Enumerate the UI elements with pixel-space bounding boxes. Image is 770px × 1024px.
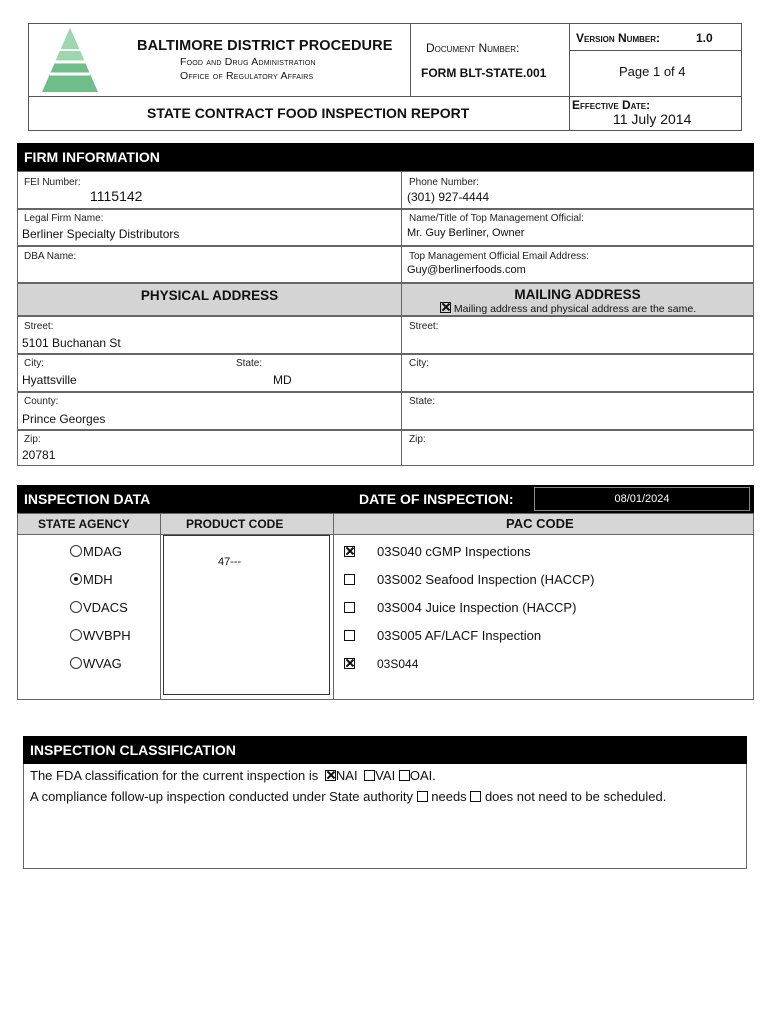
- needs-label: needs: [431, 789, 467, 804]
- agency-label: VDACS: [83, 600, 128, 615]
- office-name: Office of Regulatory Affairs: [180, 70, 314, 82]
- mailing-state-label: State:: [409, 396, 436, 407]
- mailing-zip-cell[interactable]: [401, 430, 754, 466]
- physical-state[interactable]: MD: [273, 373, 292, 387]
- pac-code-list: [344, 538, 595, 678]
- state-agency-header: STATE AGENCY: [38, 517, 130, 531]
- inspection-date-field[interactable]: 08/01/2024: [534, 487, 750, 511]
- official-name[interactable]: Mr. Guy Berliner, Owner: [407, 227, 525, 239]
- pac-option-03s004[interactable]: [344, 594, 595, 622]
- checkbox-icon[interactable]: [344, 630, 355, 641]
- agency-option-wvag[interactable]: [70, 650, 131, 678]
- agency-option-wvbph[interactable]: [70, 622, 131, 650]
- official-email[interactable]: Guy@berlinerfoods.com: [407, 264, 526, 276]
- mailing-city-label: City:: [409, 358, 429, 369]
- pac-option-03s044[interactable]: [344, 650, 595, 678]
- agency-label: MDAG: [83, 544, 122, 559]
- fda-logo-icon: [40, 26, 100, 96]
- fei-label: FEI Number:: [24, 177, 81, 188]
- state-agency-list: [70, 538, 131, 678]
- physical-address-header: PHYSICAL ADDRESS: [17, 283, 402, 316]
- phone-number[interactable]: (301) 927-4444: [407, 190, 490, 204]
- pac-label: 03S005 AF/LACF Inspection: [377, 628, 542, 643]
- physical-county[interactable]: Prince Georges: [22, 412, 106, 426]
- radio-icon[interactable]: [70, 601, 82, 613]
- pac-label: 03S040 cGMP Inspections: [377, 544, 531, 559]
- col-divider-1: [160, 513, 161, 700]
- col-divider-2: [333, 513, 334, 700]
- inspection-data-title: INSPECTION DATA: [24, 491, 151, 507]
- checkbox-checked-icon[interactable]: [344, 546, 355, 557]
- agency-label: WVAG: [83, 656, 122, 671]
- procedure-title: BALTIMORE DISTRICT PROCEDURE: [137, 38, 393, 54]
- classification-bar: INSPECTION CLASSIFICATION: [23, 736, 747, 764]
- document-number: FORM BLT-STATE.001: [421, 66, 547, 80]
- mailing-street-cell[interactable]: [401, 316, 754, 354]
- oai-checkbox[interactable]: [399, 770, 410, 781]
- checkbox-icon[interactable]: [344, 602, 355, 613]
- agency-name: Food and Drug Administration: [180, 56, 316, 68]
- nai-label: NAI: [335, 768, 358, 783]
- effective-date: 11 July 2014: [613, 111, 692, 127]
- agency-option-vdacs[interactable]: [70, 594, 131, 622]
- mailing-same-checkbox[interactable]: [440, 302, 451, 313]
- physical-city-label: City:: [24, 358, 44, 369]
- dba-label: DBA Name:: [24, 251, 77, 262]
- physical-zip-label: Zip:: [24, 434, 41, 445]
- vai-checkbox[interactable]: [364, 770, 375, 781]
- physical-city[interactable]: Hyattsville: [22, 373, 77, 387]
- mailing-street-label: Street:: [409, 321, 439, 332]
- agency-label: WVBPH: [83, 628, 131, 643]
- mailing-state-cell[interactable]: [401, 392, 754, 430]
- oai-label: OAI.: [409, 768, 436, 783]
- physical-zip[interactable]: 20781: [22, 448, 56, 462]
- product-code-header: PRODUCT CODE: [186, 517, 284, 531]
- pac-option-03s040[interactable]: [344, 538, 595, 566]
- agency-option-mdag[interactable]: [70, 538, 131, 566]
- legal-name-label: Legal Firm Name:: [24, 213, 104, 224]
- radio-icon[interactable]: [70, 657, 82, 669]
- pac-label: 03S002 Seafood Inspection (HACCP): [377, 572, 595, 587]
- mailing-address-title: MAILING ADDRESS: [514, 287, 641, 302]
- physical-county-label: County:: [24, 396, 59, 407]
- checkbox-checked-icon[interactable]: [344, 658, 355, 669]
- phone-label: Phone Number:: [409, 177, 480, 188]
- mailing-same-text: Mailing address and physical address are the same.: [453, 303, 697, 315]
- agency-label: MDH: [83, 572, 113, 587]
- version-number: 1.0: [696, 31, 713, 45]
- classification-line: [30, 768, 436, 783]
- pac-label: 03S044: [377, 657, 419, 671]
- document-number-label: Document Number:: [426, 41, 520, 55]
- product-code-value: 47---: [218, 556, 242, 568]
- mailing-zip-label: Zip:: [409, 434, 426, 445]
- official-label: Name/Title of Top Management Official:: [409, 213, 584, 224]
- inspection-date-label: DATE OF INSPECTION:: [359, 491, 514, 507]
- pac-option-03s005[interactable]: [344, 622, 595, 650]
- email-label: Top Management Official Email Address:: [409, 251, 589, 262]
- pac-label: 03S004 Juice Inspection (HACCP): [377, 600, 577, 615]
- mailing-city-cell[interactable]: [401, 354, 754, 392]
- pac-code-header: PAC CODE: [506, 516, 574, 531]
- fei-number[interactable]: 1115142: [90, 188, 143, 204]
- nai-checkbox[interactable]: [325, 770, 336, 781]
- radio-selected-icon[interactable]: [70, 573, 82, 585]
- does-not-need-checkbox[interactable]: [470, 791, 481, 802]
- physical-street-label: Street:: [24, 321, 54, 332]
- page-indicator: Page 1 of 4: [619, 64, 686, 79]
- vai-label: VAI: [375, 768, 396, 783]
- does-not-need-label: does not need to be scheduled.: [484, 789, 667, 804]
- physical-zip-cell: [17, 430, 402, 466]
- followup-line: [30, 789, 666, 804]
- report-title: STATE CONTRACT FOOD INSPECTION REPORT: [147, 105, 470, 121]
- physical-street[interactable]: 5101 Buchanan St: [22, 336, 121, 350]
- pac-option-03s002[interactable]: [344, 566, 595, 594]
- product-code-field[interactable]: [163, 535, 330, 695]
- version-label: Version Number:: [576, 31, 661, 45]
- agency-option-mdh[interactable]: [70, 566, 131, 594]
- mailing-same-row[interactable]: [440, 302, 696, 315]
- followup-prefix: A compliance follow-up inspection conducted under State authority: [30, 789, 414, 804]
- radio-icon[interactable]: [70, 629, 82, 641]
- checkbox-icon[interactable]: [344, 574, 355, 585]
- physical-state-label: State:: [236, 358, 263, 369]
- classification-prefix: The FDA classification for the current inspection is: [30, 768, 319, 783]
- needs-checkbox[interactable]: [417, 791, 428, 802]
- radio-icon[interactable]: [70, 545, 82, 557]
- legal-firm-name[interactable]: Berliner Specialty Distributors: [22, 227, 180, 241]
- firm-information-bar: FIRM INFORMATION: [17, 143, 754, 171]
- effective-date-label: Effective Date:: [572, 98, 651, 112]
